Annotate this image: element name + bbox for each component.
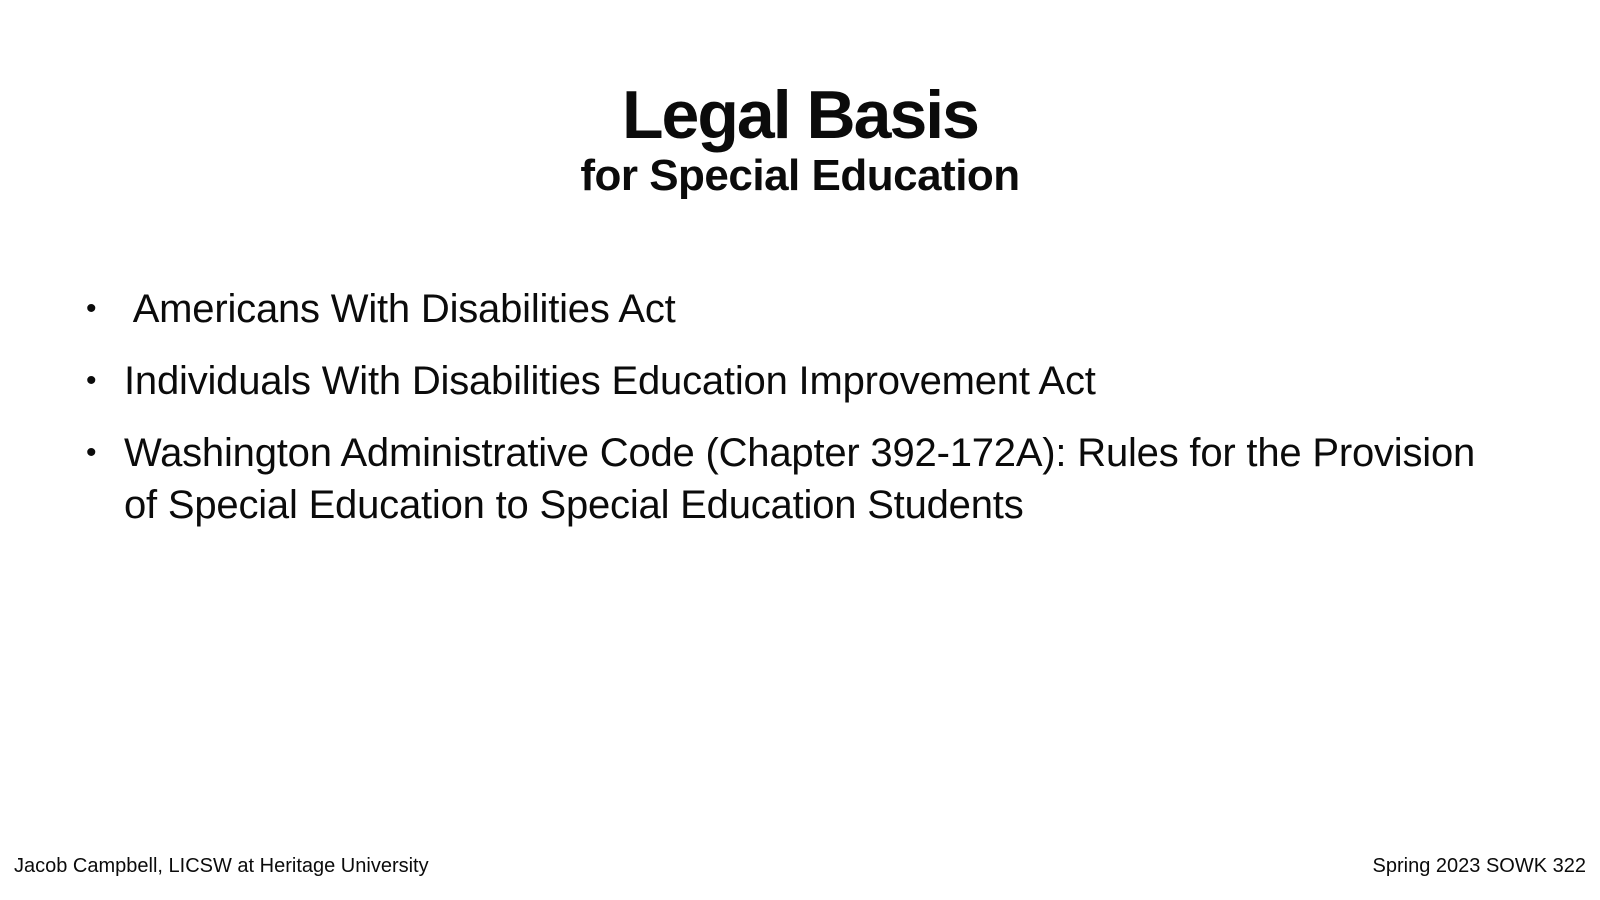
bullet-text-ada: Americans With Disabilities Act: [124, 287, 676, 331]
bullet-text-wac: Washington Administrative Code (Chapter 392-172A): Rules for the Provision of Special Education to Special Education Students: [124, 431, 1476, 527]
bullet-item: [82, 283, 1502, 335]
slide-title: Legal Basis: [622, 77, 978, 153]
title-block: [0, 76, 1600, 202]
footer-course: Spring 2023 SOWK 322: [1372, 855, 1586, 877]
bullet-text-idea: Individuals With Disabilities Education Improvement Act: [124, 359, 1096, 403]
slide-subtitle: for Special Education: [580, 151, 1020, 200]
bullet-list: [82, 283, 1502, 551]
bullet-marker: •: [86, 292, 97, 325]
bullet-marker: •: [86, 436, 97, 469]
footer-presenter: Jacob Campbell, LICSW at Heritage University: [14, 855, 429, 877]
bullet-item: [82, 427, 1502, 531]
bullet-item: [82, 355, 1502, 407]
bullet-marker: •: [86, 364, 97, 397]
